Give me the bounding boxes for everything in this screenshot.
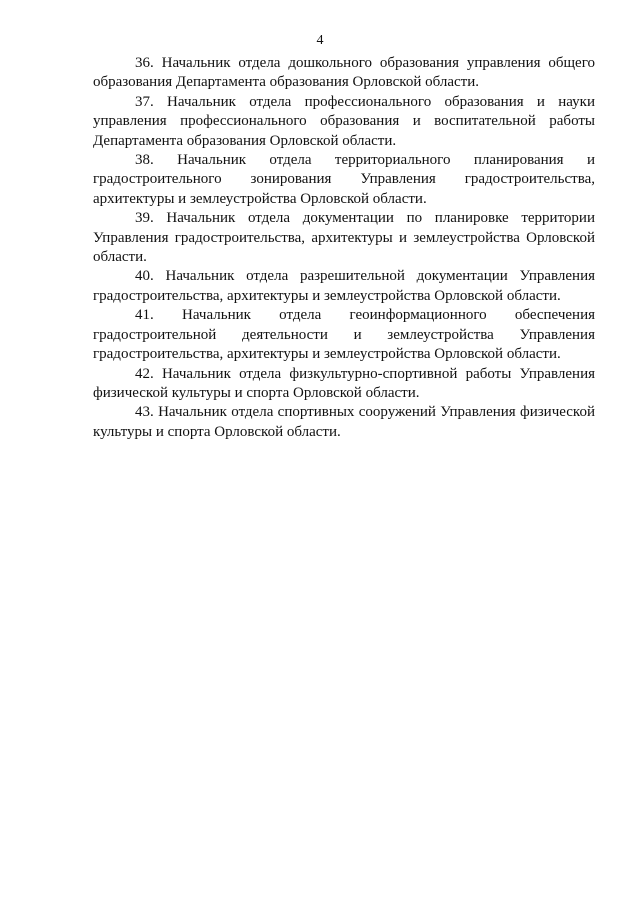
page-number: 4: [316, 33, 324, 48]
list-item-41: 41. Начальник отдела геоинформационного обеспечения градостроительной деятельности и землеустройства Управления градостроительства, архитектуры и землеустройства Орловской области.: [93, 307, 595, 363]
list-item-40: 40. Начальник отдела разрешительной документации Управления градостроительства, архитектуры и землеустройства Орловской области.: [93, 268, 595, 304]
document-body: [93, 54, 595, 442]
list-item-39: 39. Начальник отдела документации по планировке территории Управления градостроительства, архитектуры и землеустройства Орловской области.: [93, 210, 595, 266]
list-item-37: 37. Начальник отдела профессионального образования и науки управления профессионального образования и воспитательной работы Департамента образования Орловской области.: [93, 93, 595, 149]
list-item-36: 36. Начальник отдела дошкольного образования управления общего образования Департамента образования Орловской области.: [93, 55, 595, 91]
list-item-43: 43. Начальник отдела спортивных сооружений Управления физической культуры и спорта Орловской области.: [93, 404, 595, 440]
list-item-38: 38. Начальник отдела территориального планирования и градостроительного зонирования Управления градостроительства, архитектуры и землеустройства Орловской области.: [93, 152, 595, 207]
list-item-42: 42. Начальник отдела физкультурно-спортивной работы Управления физической культуры и спорта Орловской области.: [93, 365, 595, 401]
